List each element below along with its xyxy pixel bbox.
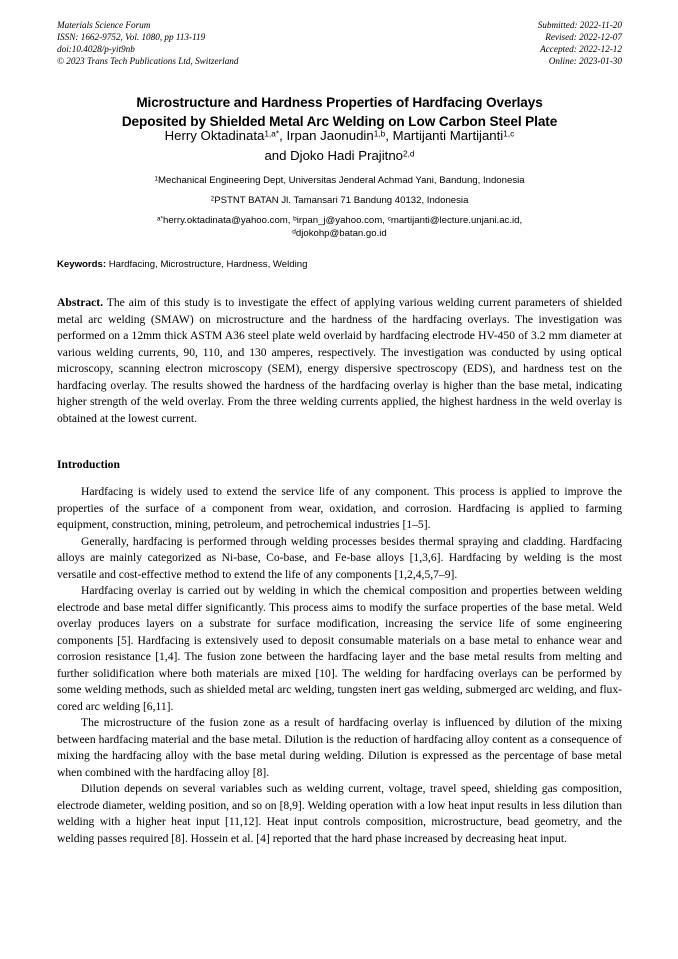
keywords-line	[57, 258, 622, 271]
journal-header-row	[57, 19, 622, 31]
author-emails-line-1	[47, 214, 632, 227]
journal-copyright: © 2023 Trans Tech Publications Ltd, Switzerland	[57, 56, 239, 67]
affiliation-marker: 1	[154, 175, 159, 183]
page-title-line-2: Deposited by Shielded Metal Arc Welding on Low Carbon Steel Plate	[121, 113, 558, 129]
affiliation-text: Mechanical Engineering Dept, Universitas Jenderal Achmad Yani, Bandung, Indonesia	[158, 175, 525, 186]
section-heading-introduction: Introduction	[57, 458, 120, 471]
author-line-2	[57, 146, 622, 166]
body-paragraph: The microstructure of the fusion zone as a result of hardfacing overlay is influenced by dilution of the mixing between hardfacing material and the base metal. Dilution is the reduction of hardfacing alloy content as a consequence of mixing the hardfacing alloy with the base metal during welding. Dilution is expressed as the percentage of base metal when combined with the hardfacing alloy [8].	[57, 716, 622, 779]
body-paragraph: Generally, hardfacing is performed through welding processes besides thermal spraying and cladding. Hardfacing alloys are mainly categorized as Ni-base, Co-base, and Fe-base alloys [1,3,6]. Hardfacing by welding is the most versatile and cost-effective method to extend the life of any components [1,2,4,5,7–9].	[57, 534, 622, 581]
affiliation-1	[47, 174, 632, 187]
author-conjunction: and	[264, 148, 291, 163]
author-name: Herry Oktadinata	[164, 128, 265, 143]
email-address[interactable]: martijanti@lecture.unjani.ac.id	[390, 215, 520, 226]
body-paragraph: Hardfacing overlay is carried out by welding in which the chemical composition and properties between welding electrode and base metal differ significantly. This process aims to modify the surface properties of the base metal. Weld overlay produces layers on a substrate for surface modification, increasing the service life of some engineering components [5]. Hardfacing is extensively used to deposit consumable materials on a base metal to enhance wear and corrosion resistance [1,4]. The fusion zone between the hardfacing layer and the base metal results from melting and further solidification where both materials are mixed [10]. The welding for hardfacing overlays can be performed by some welding methods, such as shielded metal arc welding, tungsten inert gas welding, submerged arc welding, and flux-cored arc welding [6,11].	[57, 584, 622, 713]
journal-header-row	[57, 31, 622, 43]
journal-header-row	[57, 55, 622, 67]
author-affiliation-marker: 2,d	[403, 148, 415, 159]
journal-header-row	[57, 43, 622, 55]
affiliation-text: PSTNT BATAN Jl. Tamansari 71 Bandung 40132, Indonesia	[214, 195, 469, 206]
author-separator: ,	[385, 128, 393, 143]
journal-issn-volume: ISSN: 1662-9752, Vol. 1080, pp 113-119	[57, 32, 206, 43]
email-separator: ,	[382, 215, 388, 226]
accepted-date: Accepted: 2022-12-12	[540, 44, 622, 55]
page-title-line-1: Microstructure and Hardness Properties of Hardfacing Overlays	[136, 95, 543, 111]
author-emails-line-2	[47, 227, 632, 240]
journal-name: Materials Science Forum	[57, 20, 151, 30]
email-marker: a*	[156, 215, 164, 223]
author-list	[57, 126, 622, 166]
submitted-date: Submitted: 2022-11-20	[537, 20, 622, 30]
abstract-section	[57, 295, 622, 427]
author-affiliation-marker: 1,a*	[264, 128, 280, 139]
journal-header	[57, 19, 622, 67]
body-paragraph: Hardfacing is widely used to extend the service life of any component. This process is applied to improve the properties of the surface of a component from wear, oxidation, and corrosion. Hardfacing is applied to farming equipment, construction, mining, petroleum, and petrochemical industries [1–5].	[57, 485, 622, 531]
email-address[interactable]: djokohp@batan.go.id	[295, 228, 387, 239]
affiliation-2	[47, 194, 632, 207]
journal-doi: doi:10.4028/p-yit9nb	[57, 44, 135, 55]
author-line-1	[57, 126, 622, 146]
revised-date: Revised: 2022-12-07	[545, 32, 622, 43]
email-separator: ,	[287, 215, 294, 226]
author-separator: ,	[279, 128, 287, 143]
author-name: Djoko Hadi Prajitno	[290, 148, 403, 163]
affiliation-marker: 2	[210, 195, 215, 203]
body-paragraph: Dilution depends on several variables such as welding current, voltage, travel speed, shielding gas composition, electrode diameter, welding position, and so on [8,9]. Welding operation with a low heat input results in less dilution than welding with a higher heat input [11,12]. Heat input controls composition, microstructure, bead geometry, and the welding passes required [8]. Hossein et al. [4] reported that the hard phase increased by decreasing heat input.	[57, 782, 622, 845]
email-marker: b	[293, 215, 297, 223]
author-name: Irpan Jaonudin	[286, 128, 374, 143]
email-marker: d	[292, 228, 296, 236]
body-text	[57, 484, 622, 847]
email-address[interactable]: herry.oktadinata@yahoo.com	[163, 215, 288, 226]
author-name: Martijanti Martijanti	[392, 128, 504, 143]
email-separator: ,	[519, 215, 523, 226]
abstract-label: Abstract.	[57, 296, 104, 309]
email-address[interactable]: irpan_j@yahoo.com	[296, 215, 383, 226]
keywords-value: Hardfacing, Microstructure, Hardness, Welding	[106, 259, 308, 270]
keywords-label: Keywords:	[57, 259, 107, 270]
email-marker: c	[387, 215, 391, 223]
author-affiliation-marker: 1,b	[373, 128, 386, 139]
author-emails	[47, 214, 632, 240]
online-date: Online: 2023-01-30	[548, 56, 622, 67]
author-affiliation-marker: 1,c	[503, 128, 515, 139]
abstract-text: The aim of this study is to investigate the effect of applying various welding current parameters of shielded metal arc welding (SMAW) on microstructure and the hardness of the hardfacing overlays. The investigation was performed on a 12mm thick ASTM A36 steel plate weld overlaid by hardfacing electrode HV-450 of 3.2 mm diameter at various welding currents, 90, 110, and 130 amperes, respectively. The investigation was conducted by using optical microscopy, scanning electron microscopy (SEM), energy dispersive spectroscopy (EDS), and hardness test on the hardfacing overlay. The results showed the hardness of the hardfacing overlay is higher than the base metal, indicating higher strength of the weld overlay. From the three welding currents applied, the highest hardness in the weld overlay is obtained at the lowest current.	[57, 296, 622, 425]
